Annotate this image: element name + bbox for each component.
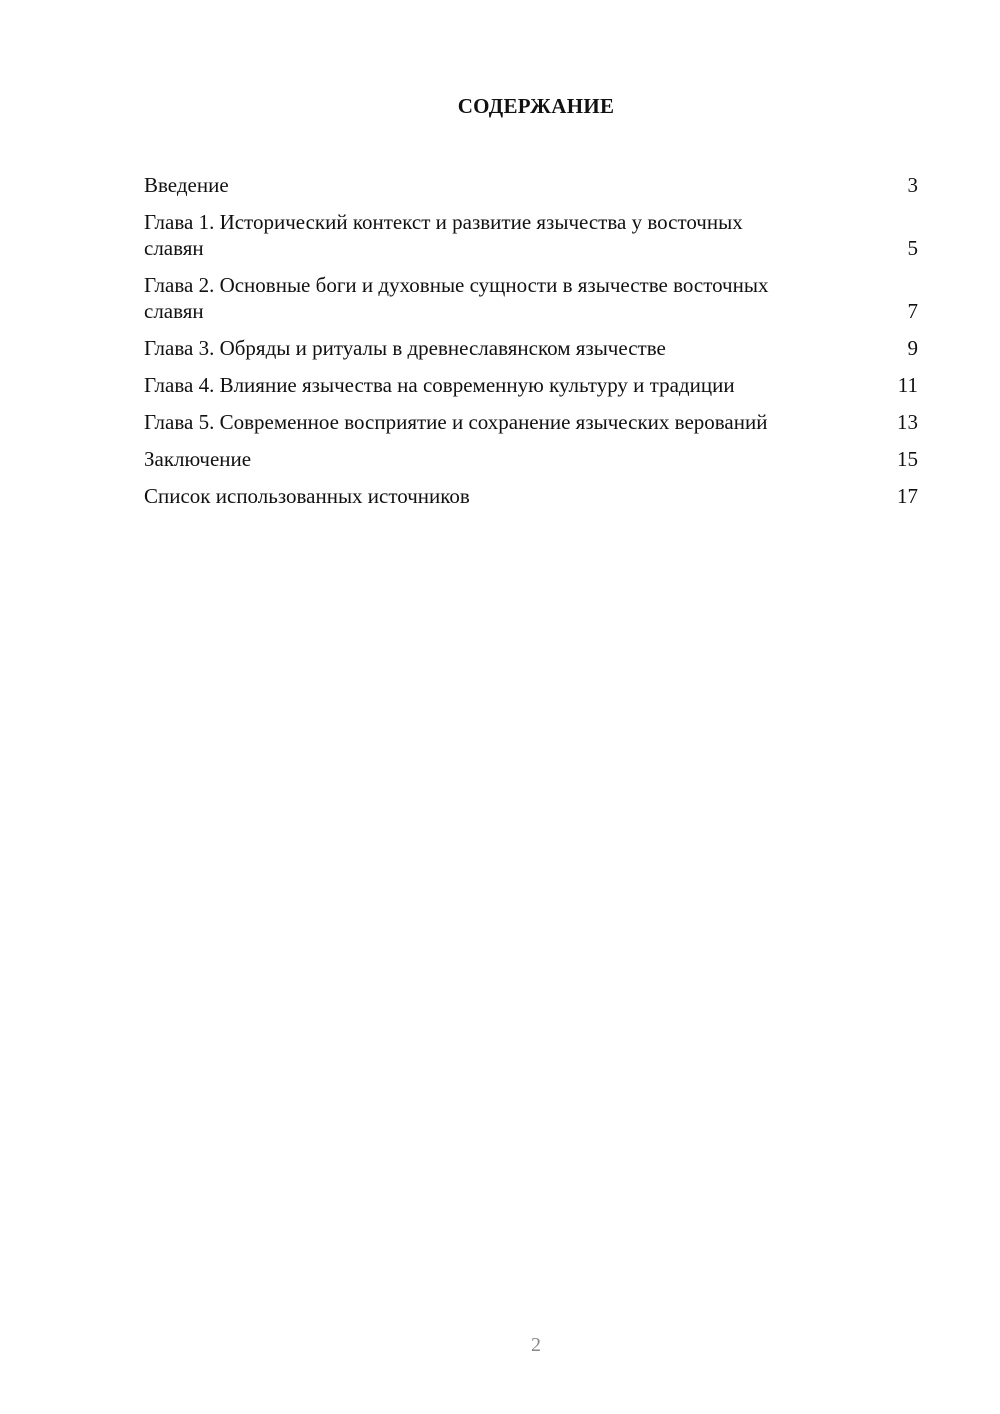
table-of-contents xyxy=(144,172,918,520)
toc-entry xyxy=(144,335,918,361)
toc-entry-title: Глава 3. Обряды и ритуалы в древнеславянском язычестве xyxy=(144,336,666,360)
toc-entry-title: Глава 4. Влияние язычества на современную культуру и традиции xyxy=(144,373,735,397)
toc-entry-title: Список использованных источников xyxy=(144,484,470,508)
page-number: 2 xyxy=(531,1334,541,1356)
toc-entry-title: Глава 1. Исторический контекст и развитие язычества у восточных славян xyxy=(144,210,743,260)
toc-entry xyxy=(144,446,918,472)
toc-entry xyxy=(144,172,918,198)
toc-entry xyxy=(144,209,918,261)
toc-entry xyxy=(144,409,918,435)
toc-entry-page: 15 xyxy=(897,447,918,471)
toc-entry-page: 9 xyxy=(907,336,918,360)
toc-entry-page: 3 xyxy=(907,173,918,197)
toc-entry-title: Заключение xyxy=(144,447,252,471)
toc-entry-page: 7 xyxy=(907,299,918,323)
toc-entry xyxy=(144,483,918,509)
toc-entry-page: 13 xyxy=(897,410,918,434)
toc-entry xyxy=(144,372,918,398)
toc-entry-page: 11 xyxy=(897,373,918,397)
toc-entry-page: 5 xyxy=(907,236,918,260)
toc-entry-page: 17 xyxy=(897,484,918,508)
toc-entry xyxy=(144,272,918,324)
toc-entry-title: Глава 2. Основные боги и духовные сущности в язычестве восточных славян xyxy=(144,273,769,323)
toc-entry-title: Введение xyxy=(144,173,229,197)
toc-entry-title: Глава 5. Современное восприятие и сохранение языческих верований xyxy=(144,410,768,434)
toc-heading: СОДЕРЖАНИЕ xyxy=(457,94,615,118)
